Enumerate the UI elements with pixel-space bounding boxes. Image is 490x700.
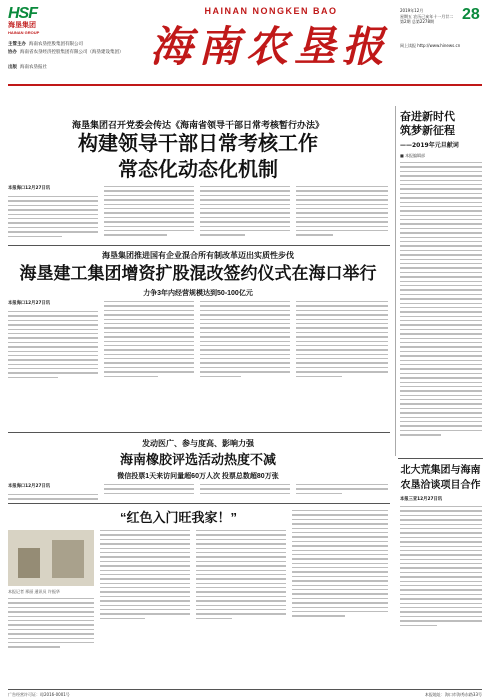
a2-headline: 海垦建工集团增资扩股混改签约仪式在海口举行: [19, 264, 377, 283]
section-divider-3: [8, 503, 390, 504]
a4-byline: 本报记者 邢丽 通讯员 许振华: [8, 589, 60, 594]
lead-dateline-text: 本报海口12月27日讯: [8, 186, 51, 191]
photo-figure: [18, 548, 40, 578]
a3-col-3: [200, 484, 290, 497]
lead-headline-line2: 常态化动态化机制: [118, 159, 278, 181]
section-divider-1: [8, 245, 390, 246]
issue-number: 第2期 总第2278期: [400, 19, 434, 24]
masthead-co: [8, 50, 148, 56]
a4-col-1: [8, 598, 94, 651]
lead-headline: [8, 131, 388, 183]
lead-col-3: [200, 186, 290, 239]
a4-col-4: [292, 510, 388, 620]
issue-date: 2019年12月: [400, 8, 424, 13]
a2-subheadline: 力争3年内经营规模达到50-100亿元: [143, 290, 253, 297]
photo-figure: [52, 540, 84, 578]
sidebar1-subtitle: ——2019年元旦献词: [400, 142, 459, 149]
masthead-title: 海南农垦报: [149, 22, 390, 71]
sidebar2-title-line1: 北大荒集团与海南: [400, 465, 481, 476]
page-number: 28: [462, 6, 480, 23]
footer: [8, 689, 482, 698]
a2-col-4: [296, 301, 388, 380]
sidebar1-byline-text: 本报编辑部: [405, 153, 426, 158]
a3-col-2: [104, 484, 194, 497]
a2-kicker: 海垦集团推进国有企业混合所有制改革迈出实质性步伐: [102, 251, 294, 260]
logo-mark: HSF: [8, 5, 37, 22]
issue-weekday: 星期五 农历己亥年十一月廿二: [400, 13, 454, 19]
sidebar1-title-line2: 筑梦新征程: [400, 125, 455, 137]
lead-col-2: [104, 186, 194, 239]
host-value: 海南农垦控股集团有限公司: [29, 42, 83, 47]
sidebar2-dateline-text: 本报三亚12月27日讯: [400, 497, 443, 502]
sidebar2-dateline: [400, 497, 482, 503]
publisher-value: 海南农垦报社: [20, 65, 47, 70]
masthead-rule: [8, 84, 482, 86]
sidebar2-title: [398, 463, 483, 493]
a3-headline: 海南橡胶评选活动热度不减: [119, 452, 276, 467]
lead-kicker: 海垦集团召开党委会传达《海南省领导干部日常考核暂行办法》: [71, 120, 324, 130]
a3-subheadline: 微信投票1天来访问量超60万人次 投票总数超80万张: [117, 473, 279, 480]
sidebar1-byline: ■ 本报编辑部: [400, 153, 426, 158]
section-divider-2: [8, 432, 390, 433]
sidebar-divider: [398, 458, 483, 459]
masthead-pinyin: HAINAN NONGKEN BAO: [204, 6, 338, 16]
a2-dateline: [8, 301, 98, 307]
sidebar2-body: [400, 506, 482, 629]
sidebar1-body: [400, 162, 482, 439]
footer-right: 本报地址：海口市海秀东路33号: [424, 692, 482, 697]
a3-col-4: [296, 484, 388, 497]
co-value: 海南省农垦经济控股集团有限公司（海垦建设集团）: [20, 50, 124, 55]
website[interactable]: 网上读报 http://www.hinews.cn: [400, 42, 461, 48]
a2-col-2: [104, 301, 194, 380]
a4-col-3: [196, 530, 286, 622]
masthead-host: [8, 42, 148, 48]
sidebar1-title: [400, 110, 480, 138]
logo-cn: 海垦集团: [8, 22, 36, 29]
publisher-logo: [8, 6, 56, 35]
lead-headline-line1: 构建领导干部日常考核工作: [78, 133, 318, 155]
lead-col-1: [8, 196, 98, 240]
a2-col-3: [200, 301, 290, 380]
a2-dateline-text: 本报海口12月27日讯: [8, 301, 51, 306]
a3-dateline-text: 本报海口12月27日讯: [8, 484, 51, 489]
sidebar1-title-line1: 奋进新时代: [400, 111, 455, 123]
a2-col-1: [8, 311, 98, 381]
lead-col-4: [296, 186, 388, 239]
a4-photo: [8, 530, 94, 586]
a3-dateline: [8, 484, 98, 490]
a4-col-2: [100, 530, 190, 622]
sidebar2-title-line2: 农垦洽谈项目合作: [400, 480, 481, 491]
logo-en: HAINAN GROUP: [8, 30, 40, 35]
footer-left: 广告经营许可证：琼2016-0001号: [8, 692, 70, 697]
masthead-publisher: [8, 65, 148, 71]
host-label: 主管主办: [8, 42, 26, 47]
publisher-label: 出版: [8, 65, 17, 70]
a3-kicker: 发动医广、参与度高、影响力强: [142, 439, 254, 448]
a4-headline: “红色入门旺我家！”: [120, 510, 238, 525]
a3-col-1: [8, 494, 98, 507]
lead-dateline: [8, 186, 98, 192]
co-label: 协办: [8, 50, 17, 55]
